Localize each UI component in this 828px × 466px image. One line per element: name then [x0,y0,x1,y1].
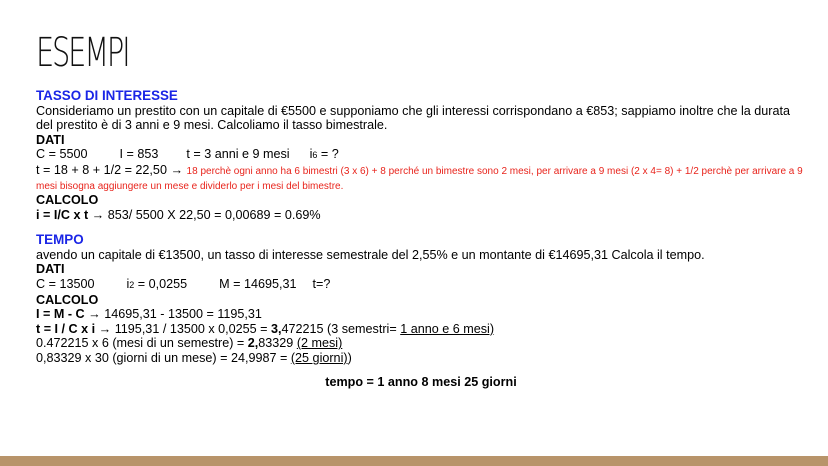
calc4-expr: 0,83329 x 30 (giorni di un mese) = 24,9987 = [36,350,291,365]
i6-value: = ? [317,147,339,162]
dati-i: I = 853 [119,147,159,162]
dati2-c: C = 13500 [36,276,95,291]
calc1-formula: I = M - C [36,307,85,322]
calc-line-1 [36,307,806,322]
calc3-mesi: (2 mesi) [296,336,343,351]
dati-c: C = 5500 [36,147,88,162]
calcolo-label: CALCOLO [36,192,99,207]
i6-subscript: 6 [312,150,318,161]
dati2-m: M = 14695,31 [219,276,297,291]
calc3-expr: 0.472215 x 6 (mesi di un semestre) = [36,336,248,351]
calc2-decimal: 472215 (3 semestri= [281,321,401,336]
calc-result: → 853/ 5500 X 22,50 = 0,00689 = 0.69% [88,207,321,222]
calc-line-3 [36,336,806,351]
calc-tasso [36,208,806,223]
calc1-result: → 14695,31 - 13500 = 1195,31 [84,307,262,322]
slide-content [36,89,806,389]
i2-symbol: i [126,276,130,291]
dati2-t: t=? [312,276,331,291]
i2-subscript: 2 [129,279,135,290]
calc3-decimal: 83329 [258,336,297,351]
section-heading-tempo: TEMPO [36,232,84,248]
dati2-i [126,277,187,291]
calc2-result: → 1195,31 / 13500 x 0,0255 = [95,321,272,336]
slide-title: ESEMPI [36,30,129,76]
calc4-close: ) [347,350,352,365]
dati-tasso [36,147,806,163]
t-note: 18 perchè ogni anno ha 6 bimestri (3 x 6) + 8 perché un bimestre sono 2 mesi, per arrivare a 9 mesi (2 x 4= 8) + 1/2 perchè per arrivare a 9 mesi bisogna aggiungere un mese e dividerlo per i mesi del bimestre. [36,165,803,192]
calc2-semestri: 1 anno e 6 mesi) [400,321,495,336]
calc3-integer: 2, [247,336,259,351]
footer-bar [0,456,828,466]
calc-formula: i = I/C x t [36,207,89,222]
dati-t: t = 3 anni e 9 mesi [186,147,290,162]
calc2-integer: 3, [271,321,282,336]
intro-tempo: avendo un capitale di €13500, un tasso di interesse semestrale del 2,55% e un montante di €14695,31 Calcola il tempo. [36,247,705,262]
calc-line-4 [36,351,806,366]
dati-label: DATI [36,132,65,147]
dati-label-2: DATI [36,262,65,277]
i6-symbol: i [309,147,313,162]
calcolo-label-2: CALCOLO [36,292,99,307]
dati-tempo [36,277,806,293]
calc4-giorni: (25 giorni) [290,350,348,365]
final-result: tempo = 1 anno 8 mesi 25 giorni [325,374,517,389]
i2-value: = 0,0255 [134,276,188,291]
t-formula: t = 18 + 8 + 1/2 = 22,50 → [36,162,184,177]
t-formula-line [36,163,806,193]
intro-tasso: Consideriamo un prestito con un capitale di €5500 e supponiamo che gli interessi corrispondano a €853; sappiamo inoltre che la durata del prestito è di 3 anni e 9 mesi. Calcoliamo il tasso bimestrale. [36,103,790,133]
calc-line-2 [36,322,806,337]
section-heading-tasso: TASSO DI INTERESSE [36,88,178,103]
calc2-formula: t = I / C x i [36,321,96,336]
dati-i6 [310,147,339,161]
